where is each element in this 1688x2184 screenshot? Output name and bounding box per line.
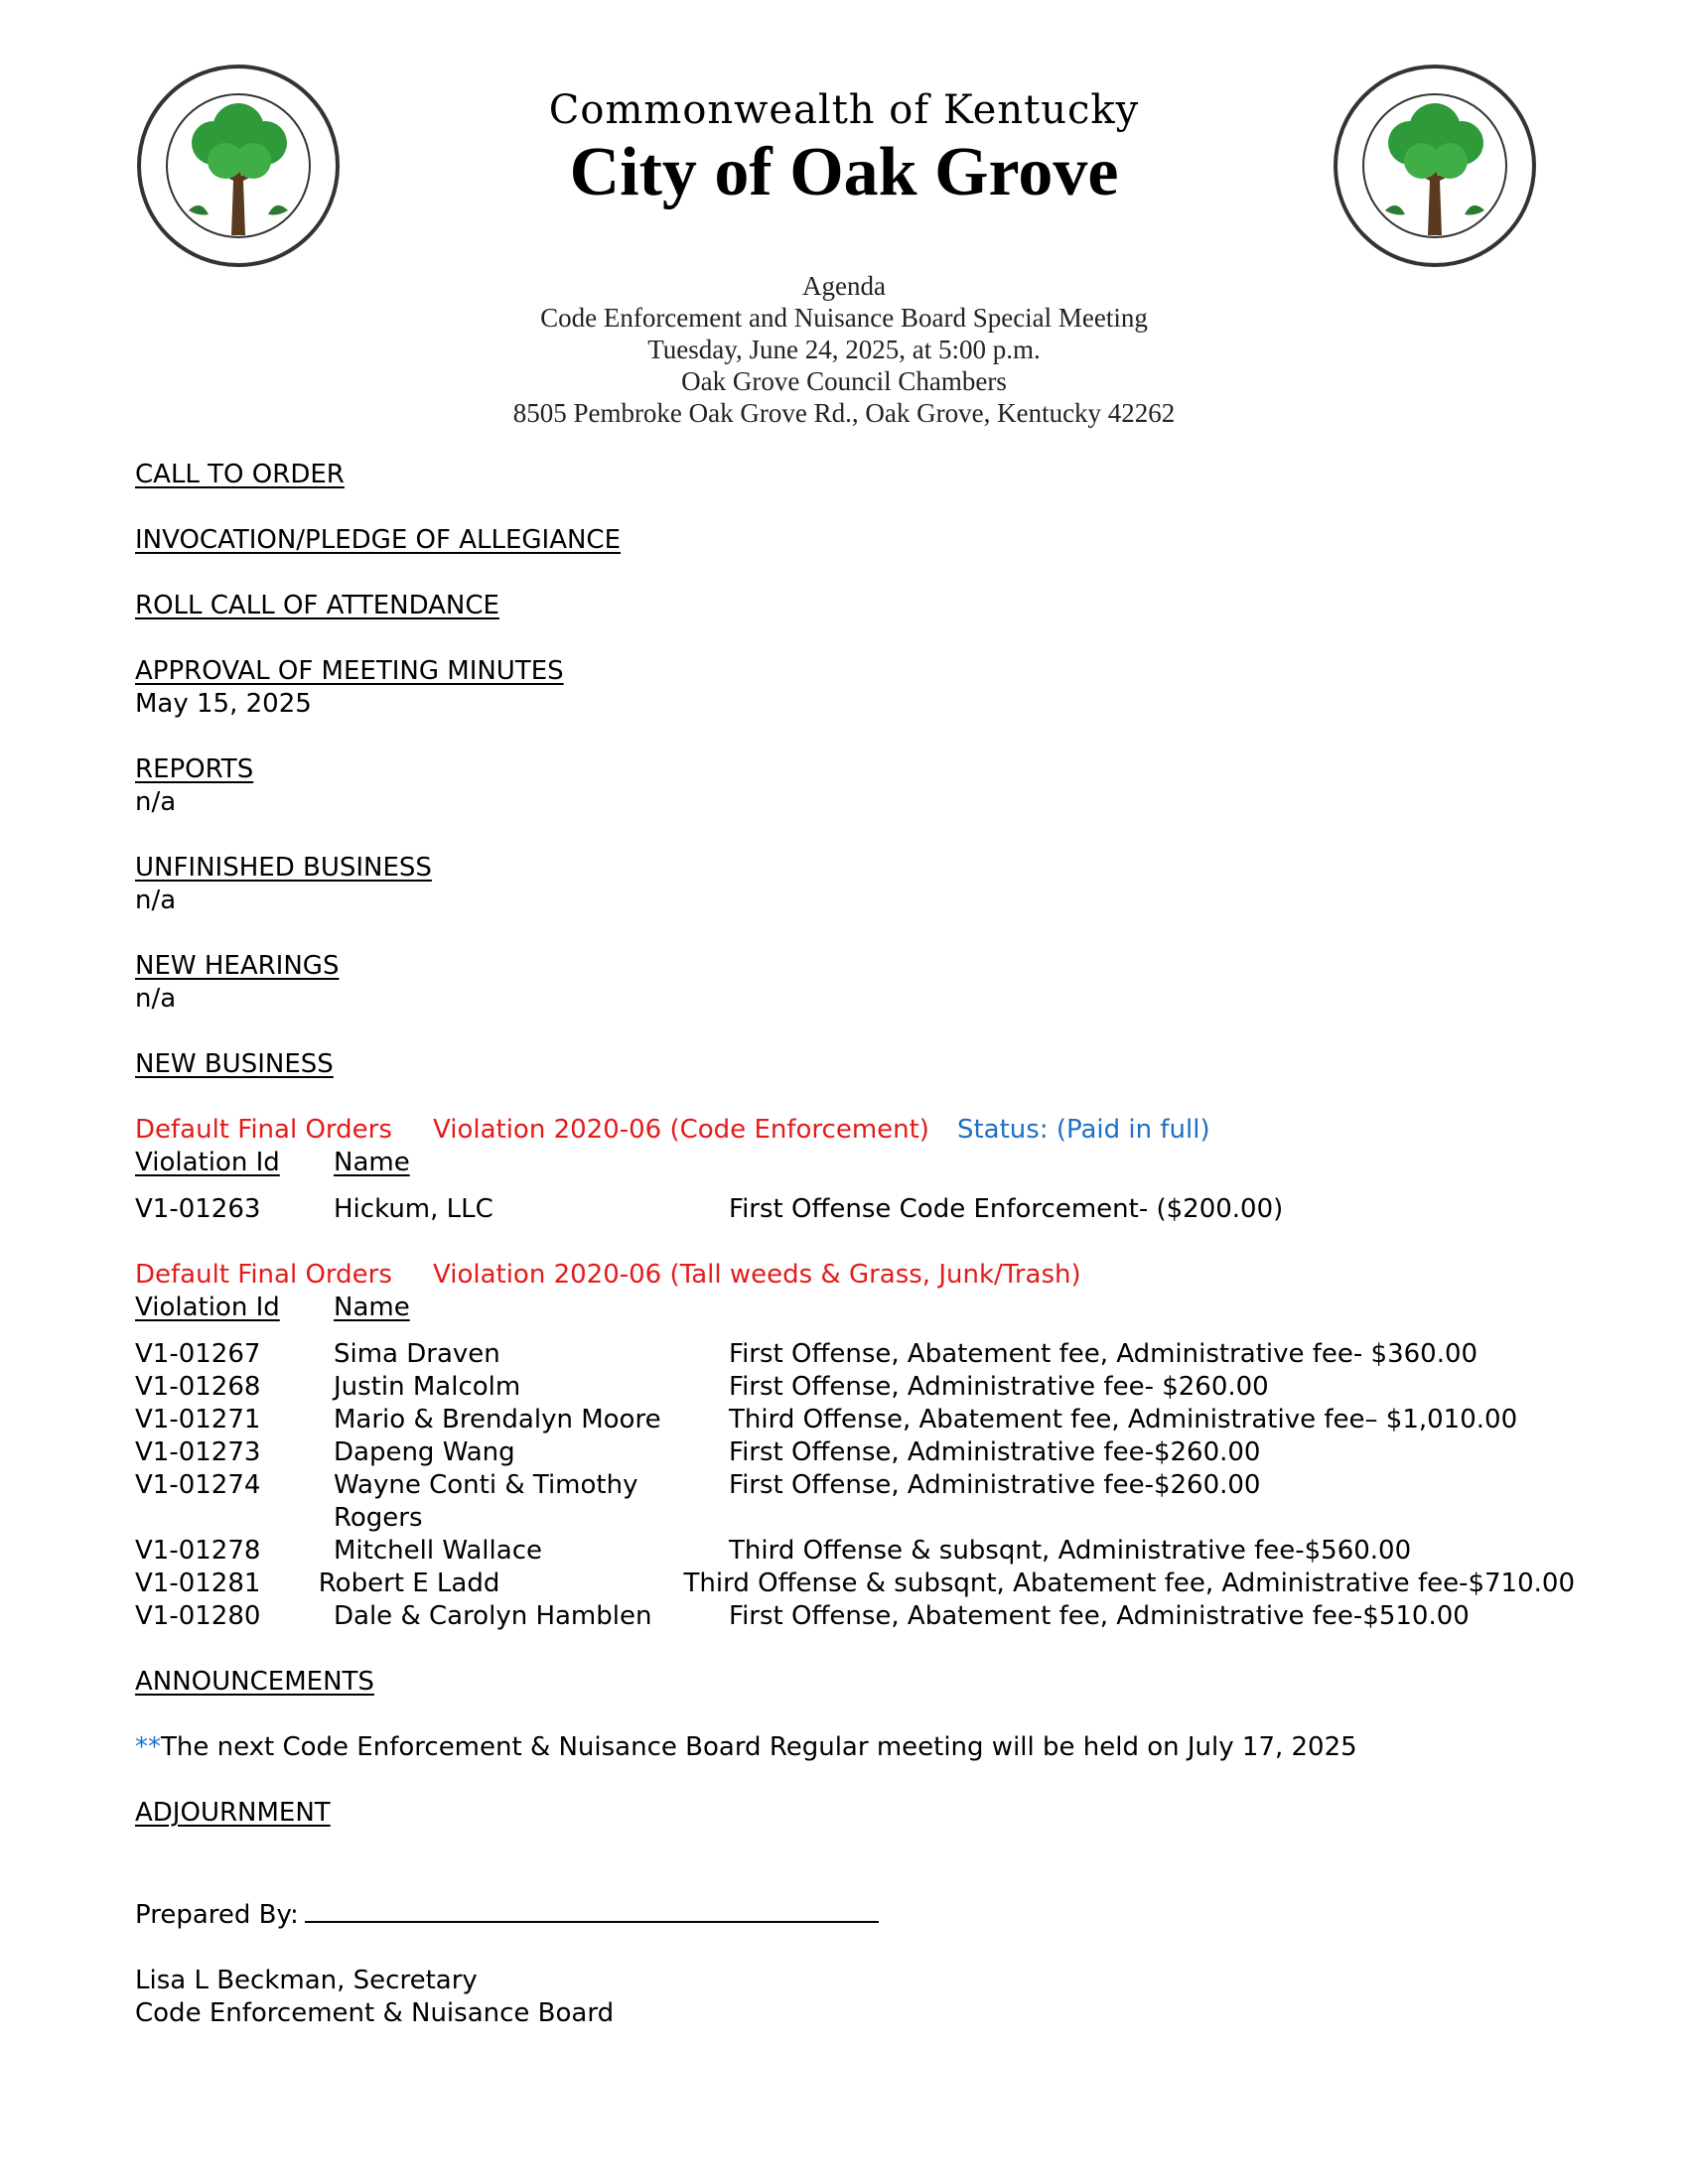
- violation-id: V1-01278: [135, 1536, 261, 1566]
- section-adjournment: ADJOURNMENT: [135, 1798, 331, 1828]
- violation-desc: Third Offense & subsqnt, Abatement fee, Administrative fee-$710.00: [683, 1569, 1575, 1598]
- agenda-body: [135, 459, 1575, 2030]
- orders-violation: Violation 2020-06 (Code Enforcement): [433, 1115, 929, 1145]
- violator-name: Mitchell Wallace: [334, 1536, 542, 1566]
- section-reports: REPORTS: [135, 754, 254, 784]
- prepared-by-label: Prepared By:: [135, 1900, 299, 1930]
- violation-desc: First Offense Code Enforcement- ($200.00): [729, 1194, 1284, 1224]
- table-row: [135, 1371, 1575, 1404]
- violator-name: Hickum, LLC: [334, 1194, 493, 1224]
- city-heading: City of Oak Grove: [569, 134, 1119, 210]
- reports-value: n/a: [135, 787, 177, 817]
- state-heading: Commonwealth of Kentucky: [548, 87, 1140, 133]
- violation-desc: First Offense, Administrative fee- $260.00: [729, 1372, 1269, 1402]
- section-call-to-order: CALL TO ORDER: [135, 460, 345, 489]
- violation-desc: First Offense, Abatement fee, Administrative fee- $360.00: [729, 1339, 1478, 1369]
- violator-name: Wayne Conti & Timothy Rogers: [334, 1470, 638, 1533]
- violation-id: V1-01273: [135, 1437, 261, 1467]
- section-new-hearings: NEW HEARINGS: [135, 951, 340, 981]
- meeting-board: Code Enforcement and Nuisance Board Special Meeting: [540, 303, 1148, 333]
- violation-desc: First Offense, Administrative fee-$260.00: [729, 1437, 1261, 1467]
- violator-name: Justin Malcolm: [334, 1372, 521, 1402]
- meeting-datetime: Tuesday, June 24, 2025, at 5:00 p.m.: [647, 335, 1041, 364]
- signer-board: Code Enforcement & Nuisance Board: [135, 1998, 615, 2028]
- violation-id: V1-01263: [135, 1194, 261, 1224]
- orders-label: Default Final Orders: [135, 1260, 392, 1290]
- orders-label: Default Final Orders: [135, 1115, 392, 1145]
- table-row: [135, 1535, 1575, 1568]
- violator-name: Dale & Carolyn Hamblen: [334, 1601, 652, 1631]
- meeting-info: [0, 270, 1688, 429]
- section-approval: APPROVAL OF MEETING MINUTES: [135, 656, 564, 686]
- violator-name: Sima Draven: [334, 1339, 500, 1369]
- violator-name: Robert E Ladd: [318, 1569, 500, 1598]
- violation-id: V1-01267: [135, 1339, 261, 1369]
- announcement-text: The next Code Enforcement & Nuisance Board Regular meeting will be held on July 17, 2025: [161, 1732, 1357, 1762]
- table-row: [135, 1568, 1575, 1600]
- column-name: Name: [334, 1293, 410, 1322]
- section-invocation: INVOCATION/PLEDGE OF ALLEGIANCE: [135, 525, 622, 555]
- violation-desc: Third Offense & subsqnt, Administrative fee-$560.00: [729, 1536, 1412, 1566]
- orders-block: [135, 1259, 1575, 1633]
- column-name: Name: [334, 1148, 410, 1177]
- signature-line: [305, 1895, 879, 1923]
- table-row: [135, 1469, 1575, 1535]
- violation-desc: First Offense, Administrative fee-$260.00: [729, 1470, 1261, 1500]
- violation-id: V1-01280: [135, 1601, 261, 1631]
- table-row: [135, 1338, 1575, 1371]
- violation-desc: First Offense, Abatement fee, Administrative fee-$510.00: [729, 1601, 1470, 1631]
- violation-id: V1-01268: [135, 1372, 261, 1402]
- violation-id: V1-01274: [135, 1470, 261, 1500]
- table-row: [135, 1600, 1575, 1633]
- violation-id: V1-01281: [135, 1569, 261, 1598]
- table-row: [135, 1193, 1575, 1226]
- announcement: [135, 1731, 1575, 1764]
- new-hearings-value: n/a: [135, 984, 177, 1014]
- violator-name: Dapeng Wang: [334, 1437, 515, 1467]
- approval-date: May 15, 2025: [135, 689, 312, 719]
- column-violation-id: Violation Id: [135, 1293, 280, 1322]
- orders-status: Status: (Paid in full): [956, 1115, 1210, 1145]
- meeting-venue: Oak Grove Council Chambers: [681, 366, 1007, 396]
- orders-block: [135, 1114, 1575, 1226]
- violation-desc: Third Offense, Abatement fee, Administrative fee– $1,010.00: [729, 1405, 1518, 1434]
- column-violation-id: Violation Id: [135, 1148, 280, 1177]
- prepared-by: [135, 1895, 1575, 1932]
- unfinished-value: n/a: [135, 886, 177, 915]
- violator-name: Mario & Brendalyn Moore: [334, 1405, 661, 1434]
- table-row: [135, 1436, 1575, 1469]
- table-row: [135, 1404, 1575, 1436]
- section-new-business: NEW BUSINESS: [135, 1049, 334, 1079]
- orders-violation: Violation 2020-06 (Tall weeds & Grass, Junk/Trash): [433, 1260, 1081, 1290]
- meeting-address: 8505 Pembroke Oak Grove Rd., Oak Grove, Kentucky 42262: [512, 398, 1176, 428]
- section-announcements: ANNOUNCEMENTS: [135, 1667, 374, 1697]
- section-roll-call: ROLL CALL OF ATTENDANCE: [135, 591, 499, 620]
- violation-id: V1-01271: [135, 1405, 261, 1434]
- doc-type: Agenda: [802, 271, 886, 301]
- section-unfinished-business: UNFINISHED BUSINESS: [135, 853, 432, 883]
- signer-name: Lisa L Beckman, Secretary: [135, 1966, 478, 1995]
- announcement-marker: **: [135, 1732, 161, 1762]
